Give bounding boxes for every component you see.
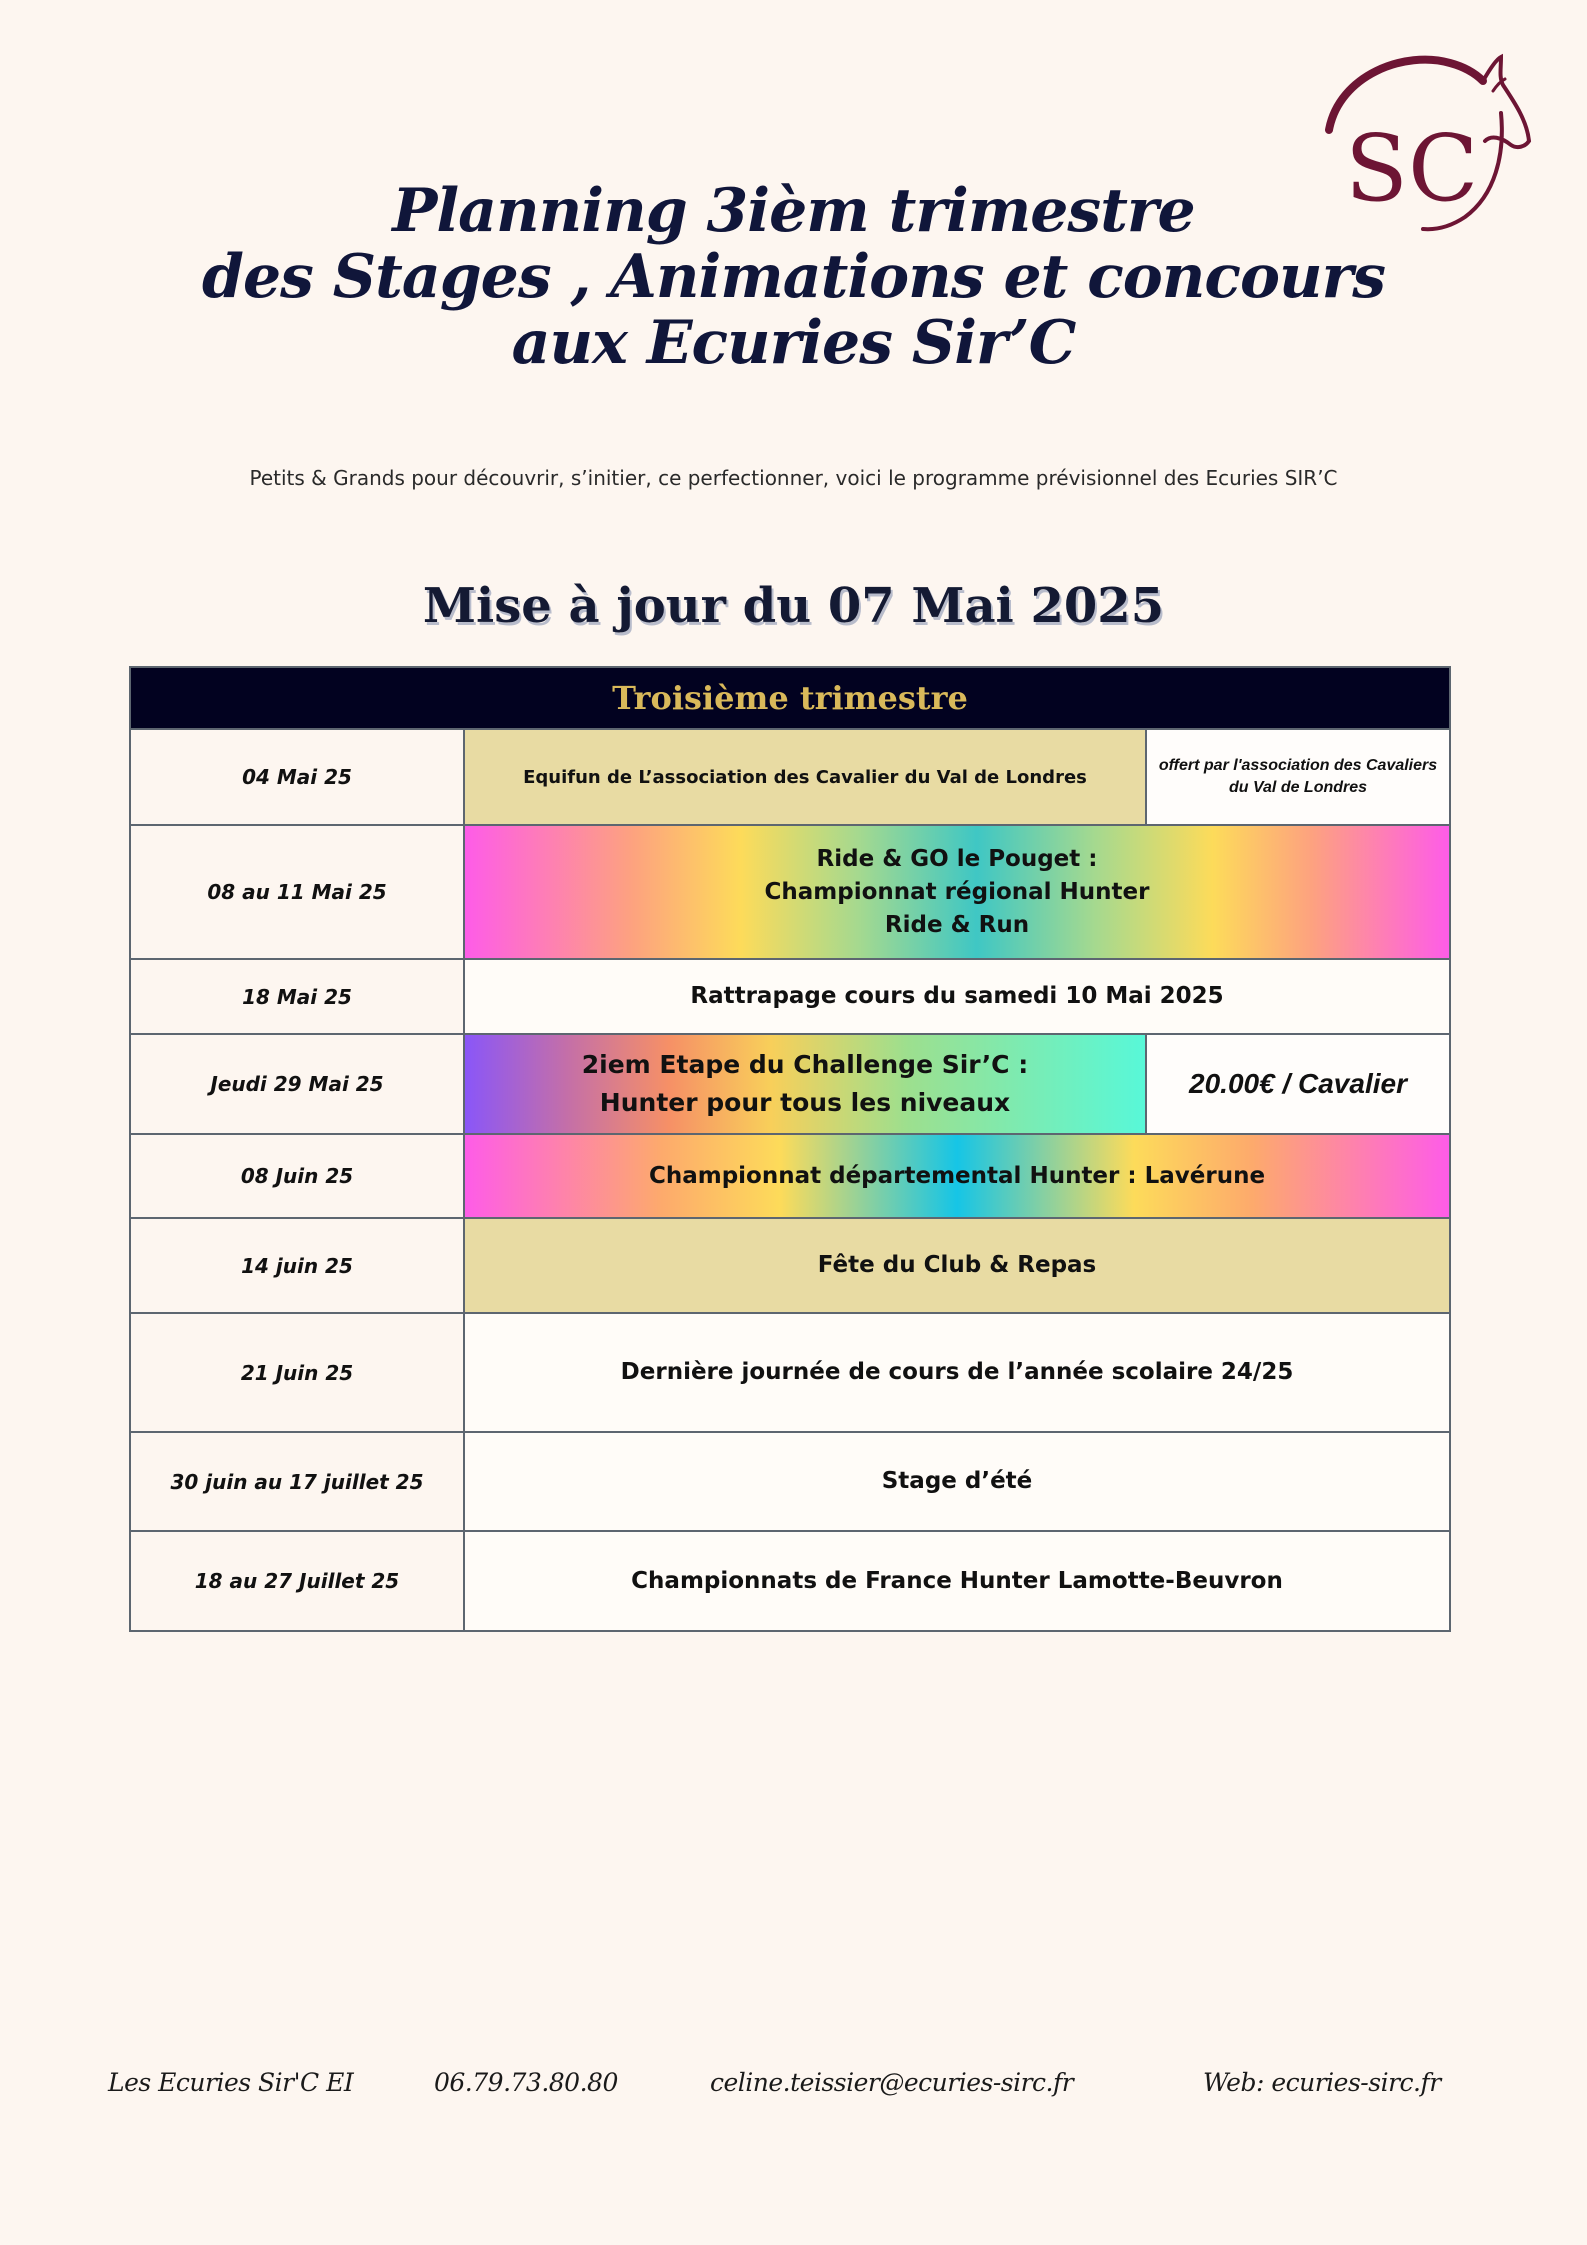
table-row: [130, 959, 1450, 1034]
intro-text: Petits & Grands pour découvrir, s’initier, ce perfectionner, voici le programme prévisionnel des Ecuries SIR’C: [249, 466, 1338, 490]
table-row: [130, 1531, 1450, 1631]
row-event: [464, 825, 1450, 959]
row-event-line: Ride & Run: [884, 911, 1030, 938]
row-note: offert par l'association des Cavaliers du Val de Londres: [1146, 729, 1450, 825]
table-row: [130, 1134, 1450, 1218]
footer-phone: 06.79.73.80.80: [434, 2068, 618, 2097]
update-date-heading: Mise à jour du 07 Mai 2025: [422, 578, 1165, 634]
row-event: Championnat départemental Hunter : Lavérune: [464, 1134, 1450, 1218]
row-event: Equifun de L’association des Cavalier du Val de Londres: [464, 729, 1146, 825]
row-date: 18 Mai 25: [130, 959, 464, 1034]
table-row: [130, 1218, 1450, 1313]
row-event: Championnats de France Hunter Lamotte-Beuvron: [464, 1531, 1450, 1631]
footer-company: Les Ecuries Sir'C EI: [108, 2068, 354, 2097]
row-event: Rattrapage cours du samedi 10 Mai 2025: [464, 959, 1450, 1034]
row-event-line: Hunter pour tous les niveaux: [599, 1088, 1011, 1117]
row-event: Stage d’été: [464, 1432, 1450, 1531]
row-date: 04 Mai 25: [130, 729, 464, 825]
footer-web: Web: ecuries-sirc.fr: [1203, 2068, 1441, 2097]
table-row: [130, 1313, 1450, 1432]
title-line-2: des Stages , Animations et concours: [202, 242, 1385, 312]
row-date: 08 Juin 25: [130, 1134, 464, 1218]
row-event-line: Ride & GO le Pouget :: [816, 845, 1098, 872]
svg-text:SC: SC: [1345, 115, 1479, 222]
page-title: [0, 178, 1587, 376]
row-price: 20.00€ / Cavalier: [1146, 1034, 1450, 1134]
row-event-line: Championnat régional Hunter: [764, 878, 1150, 905]
row-event: [464, 1034, 1146, 1134]
table-row: [130, 1432, 1450, 1531]
row-date: 30 juin au 17 juillet 25: [130, 1432, 464, 1531]
table-row: [130, 729, 1450, 825]
row-event: Dernière journée de cours de l’année scolaire 24/25: [464, 1313, 1450, 1432]
table-row: [130, 1034, 1450, 1134]
row-event-line: 2iem Etape du Challenge Sir’C :: [581, 1050, 1029, 1079]
row-date: Jeudi 29 Mai 25: [130, 1034, 464, 1134]
table-header: Troisième trimestre: [130, 667, 1450, 729]
row-date: 08 au 11 Mai 25: [130, 825, 464, 959]
row-event: Fête du Club & Repas: [464, 1218, 1450, 1313]
title-line-3: aux Ecuries Sir’C: [511, 308, 1076, 378]
title-line-1: Planning 3ièm trimestre: [392, 176, 1195, 246]
schedule-table: [129, 666, 1451, 1632]
row-date: 21 Juin 25: [130, 1313, 464, 1432]
row-date: 14 juin 25: [130, 1218, 464, 1313]
row-date: 18 au 27 Juillet 25: [130, 1531, 464, 1631]
table-row: [130, 825, 1450, 959]
footer-email: celine.teissier@ecuries-sirc.fr: [710, 2068, 1074, 2097]
